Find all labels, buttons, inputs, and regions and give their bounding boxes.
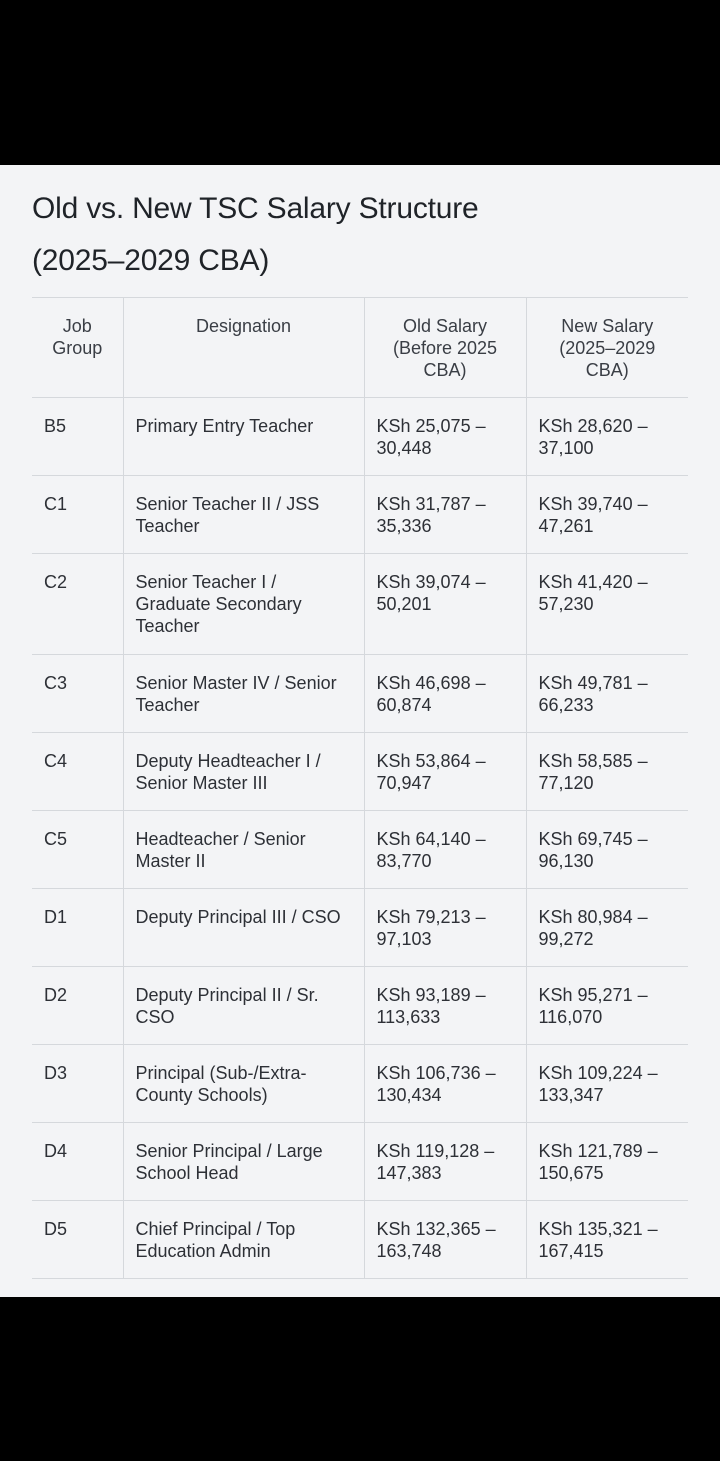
cell-old-salary: KSh 79,213 – 97,103 (364, 889, 526, 967)
cell-old-salary: KSh 39,074 – 50,201 (364, 554, 526, 655)
table-row (32, 1123, 688, 1201)
cell-new-salary: KSh 80,984 – 99,272 (526, 889, 688, 967)
cell-new-salary: KSh 41,420 – 57,230 (526, 554, 688, 655)
cell-designation: Headteacher / Senior Master II (123, 811, 364, 889)
cell-new-salary: KSh 69,745 – 96,130 (526, 811, 688, 889)
cell-new-salary: KSh 49,781 – 66,233 (526, 655, 688, 733)
table-row (32, 811, 688, 889)
table-row (32, 1045, 688, 1123)
cell-old-salary: KSh 106,736 – 130,434 (364, 1045, 526, 1123)
cell-new-salary: KSh 28,620 – 37,100 (526, 398, 688, 476)
cell-job-group: C5 (32, 811, 123, 889)
table-row (32, 889, 688, 967)
cell-designation: Senior Teacher I / Graduate Secondary Teacher (123, 554, 364, 655)
cell-new-salary: KSh 135,321 – 167,415 (526, 1201, 688, 1279)
table-row (32, 733, 688, 811)
cell-job-group: D5 (32, 1201, 123, 1279)
cell-old-salary: KSh 119,128 – 147,383 (364, 1123, 526, 1201)
cell-old-salary: KSh 53,864 – 70,947 (364, 733, 526, 811)
cell-new-salary: KSh 39,740 – 47,261 (526, 476, 688, 554)
table-row (32, 476, 688, 554)
cell-new-salary: KSh 109,224 – 133,347 (526, 1045, 688, 1123)
cell-designation: Senior Teacher II / JSS Teacher (123, 476, 364, 554)
table-row (32, 398, 688, 476)
cell-old-salary: KSh 46,698 – 60,874 (364, 655, 526, 733)
cell-job-group: C3 (32, 655, 123, 733)
cell-new-salary: KSh 95,271 – 116,070 (526, 967, 688, 1045)
cell-job-group: B5 (32, 398, 123, 476)
cell-designation: Deputy Headteacher I / Senior Master III (123, 733, 364, 811)
table-row (32, 1201, 688, 1279)
cell-job-group: D4 (32, 1123, 123, 1201)
cell-new-salary: KSh 58,585 – 77,120 (526, 733, 688, 811)
cell-new-salary: KSh 121,789 – 150,675 (526, 1123, 688, 1201)
table-header-row (32, 298, 688, 398)
header-old-salary: Old Salary (Before 2025 CBA) (364, 298, 526, 398)
header-job-group: Job Group (32, 298, 123, 398)
cell-designation: Principal (Sub-/Extra-County Schools) (123, 1045, 364, 1123)
title-line-1: Old vs. New TSC Salary Structure (32, 192, 479, 225)
cell-designation: Deputy Principal III / CSO (123, 889, 364, 967)
cell-designation: Primary Entry Teacher (123, 398, 364, 476)
cell-job-group: D2 (32, 967, 123, 1045)
document-card (0, 165, 720, 1297)
cell-designation: Senior Principal / Large School Head (123, 1123, 364, 1201)
cell-job-group: C2 (32, 554, 123, 655)
table-row (32, 967, 688, 1045)
cell-job-group: D1 (32, 889, 123, 967)
cell-designation: Chief Principal / Top Education Admin (123, 1201, 364, 1279)
table-row (32, 655, 688, 733)
cell-job-group: C1 (32, 476, 123, 554)
cell-job-group: D3 (32, 1045, 123, 1123)
cell-job-group: C4 (32, 733, 123, 811)
cell-old-salary: KSh 31,787 – 35,336 (364, 476, 526, 554)
cell-old-salary: KSh 64,140 – 83,770 (364, 811, 526, 889)
cell-designation: Deputy Principal II / Sr. CSO (123, 967, 364, 1045)
cell-old-salary: KSh 25,075 – 30,448 (364, 398, 526, 476)
cell-designation: Senior Master IV / Senior Teacher (123, 655, 364, 733)
header-designation: Designation (123, 298, 364, 398)
cell-old-salary: KSh 132,365 – 163,748 (364, 1201, 526, 1279)
cell-old-salary: KSh 93,189 – 113,633 (364, 967, 526, 1045)
document-title (32, 183, 672, 287)
top-black-bar (0, 0, 720, 165)
bottom-black-bar (0, 1297, 720, 1461)
header-new-salary: New Salary (2025–2029 CBA) (526, 298, 688, 398)
salary-table (32, 297, 688, 1279)
title-line-2: (2025–2029 CBA) (32, 244, 270, 277)
table-row (32, 554, 688, 655)
